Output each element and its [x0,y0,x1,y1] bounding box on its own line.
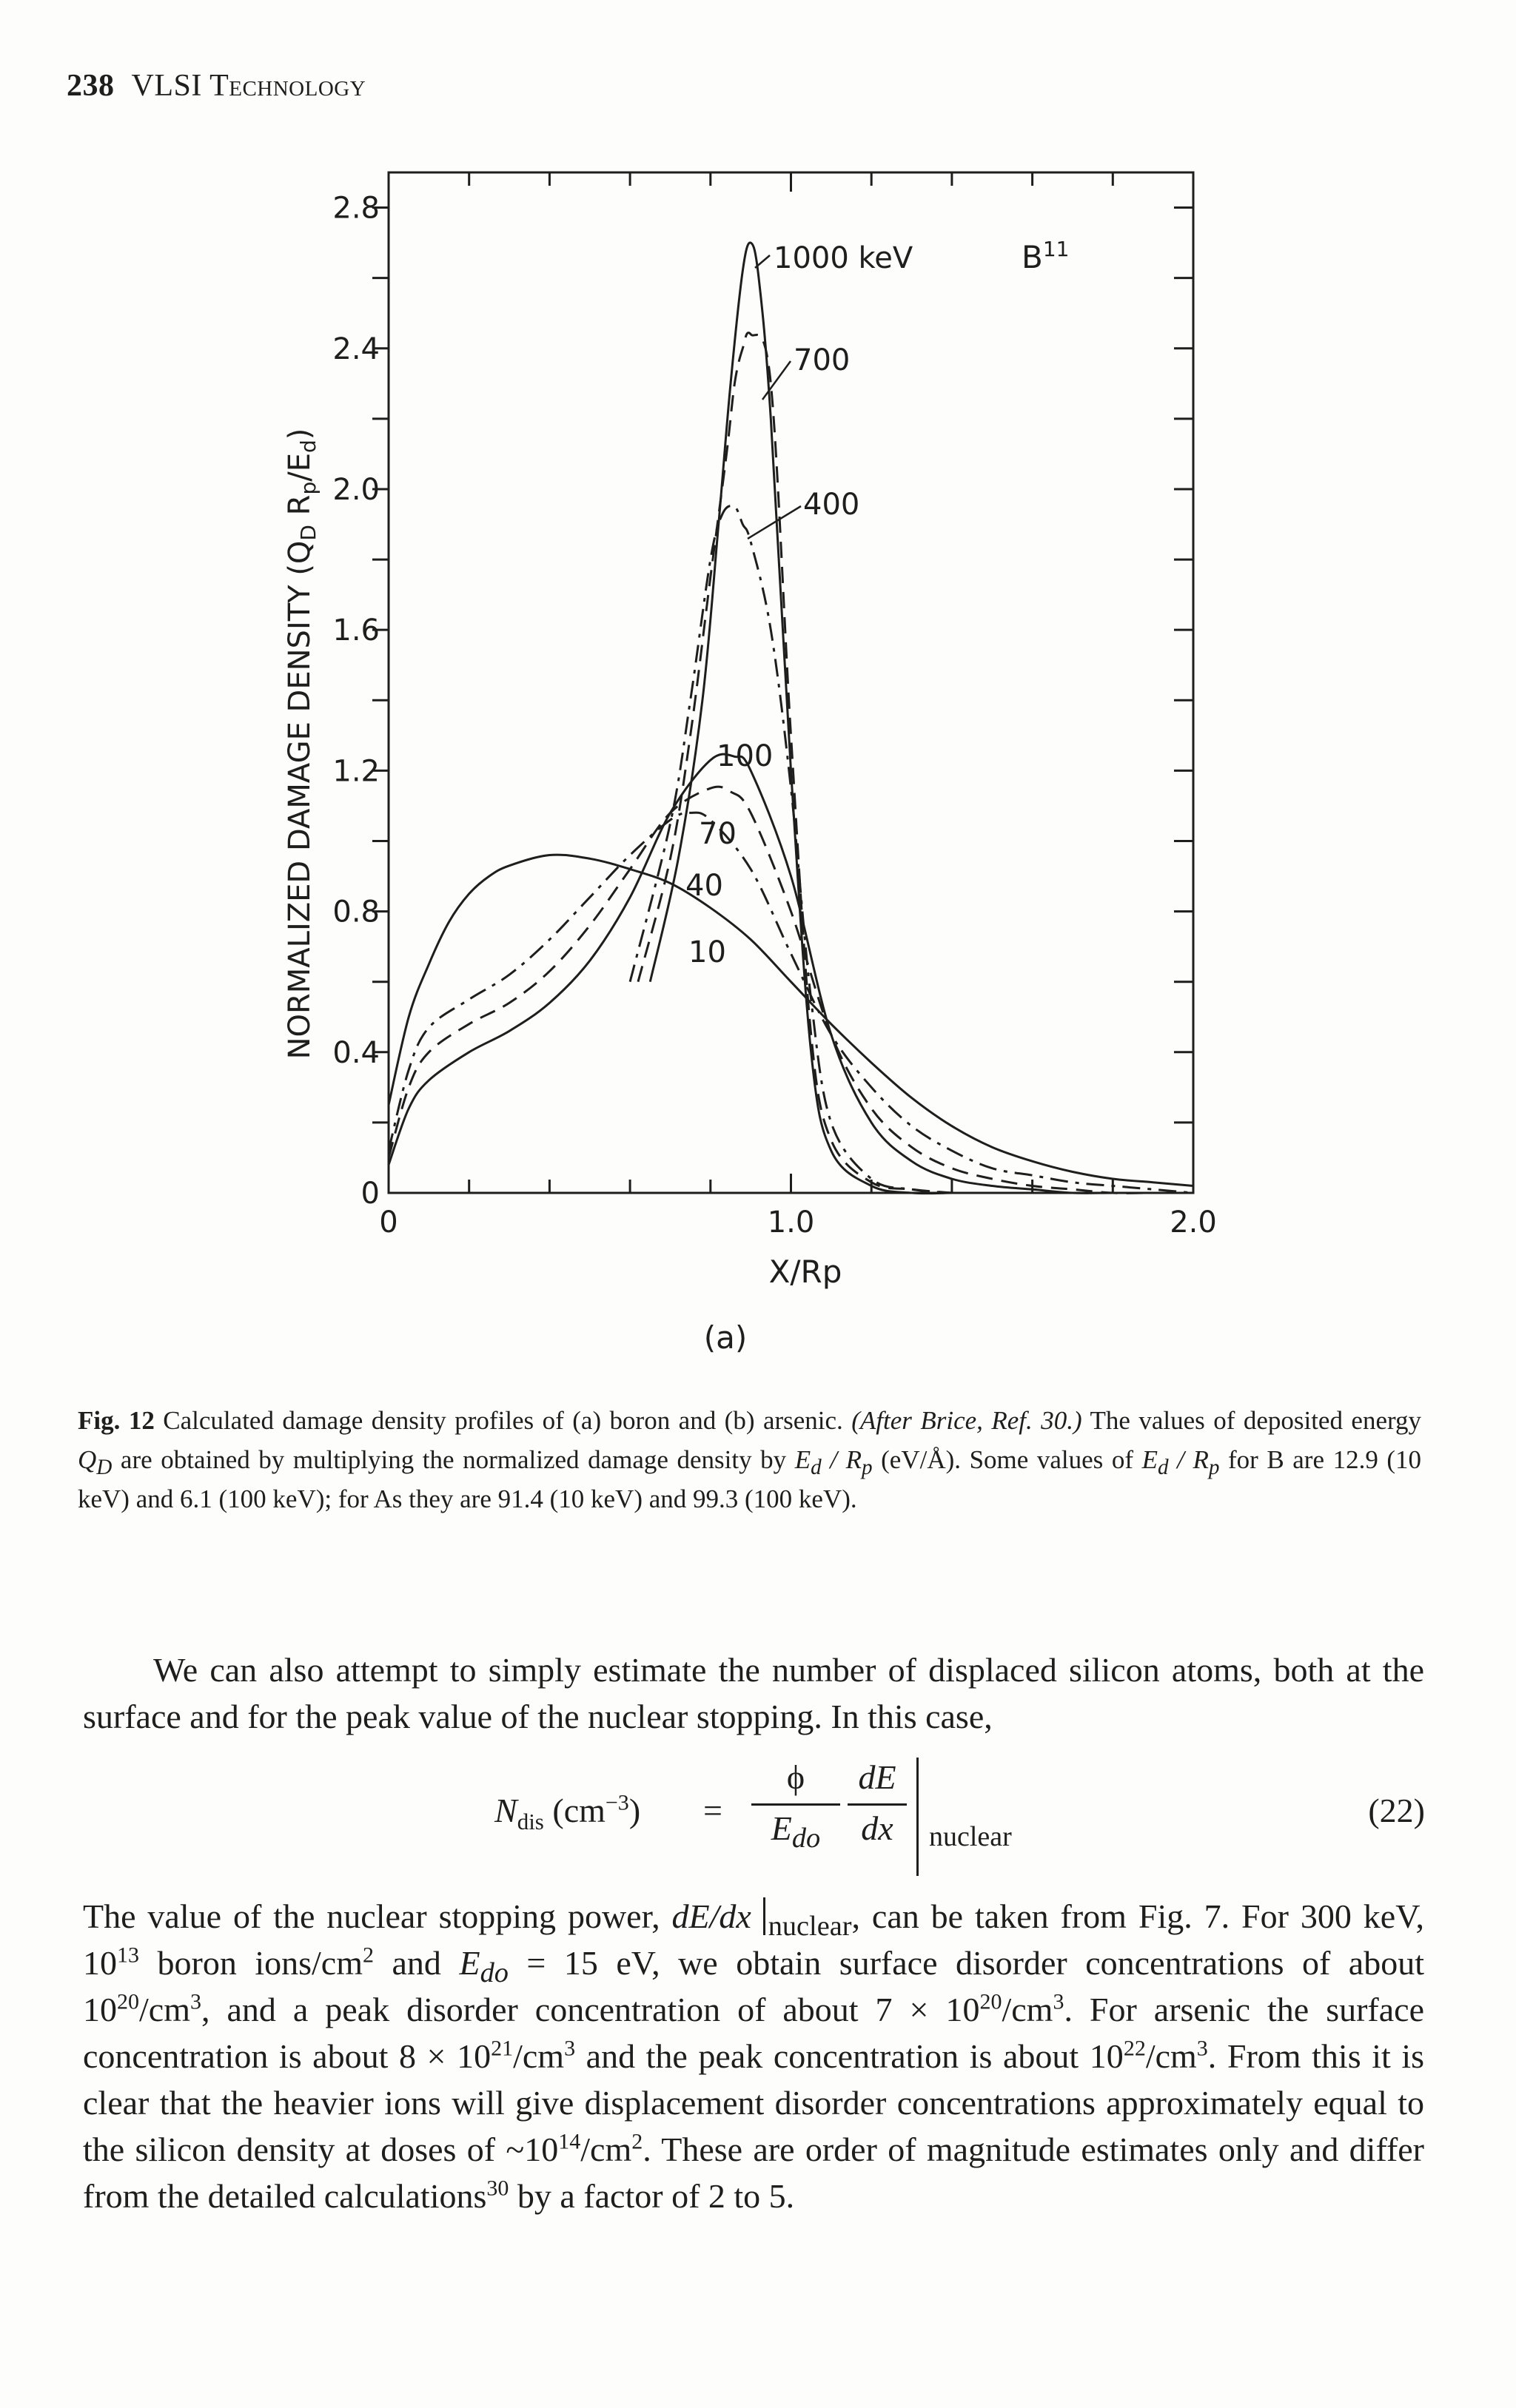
equation-22: $N_{dis}$ $(cm^{-3})$ = ϕ $E_{do}$ dE dx nuclear (22) [489,1758,1429,1880]
equation-number: (22) [1368,1792,1425,1829]
caption-attribution: (After Brice, Ref. 30.) [851,1406,1082,1435]
running-title: VLSI Technology [131,69,366,103]
plot-frame [389,172,1193,1193]
equation-lhs: $N_{dis}$ $(cm^{-3})$ [494,1790,641,1835]
y-axis-label: NORMALIZED DAMAGE DENSITY ($Q_D$ $R_p/E_d$) [283,428,321,1060]
caption-label: Fig. 12 [78,1406,155,1435]
x-tick-label: 0 [379,1205,398,1240]
y-tick-label: 2.4 [332,332,380,366]
x-tick-label: 2.0 [1170,1205,1217,1240]
curve-label-700: 700 [794,343,851,377]
curve-label-70: 70 [699,817,737,851]
body-paragraph-2: The value of the nuclear stopping power, dE/dx $_{nuclear}$, can be taken from Fig. 7. For 300 keV, $10^{13}$ boron ions/$cm^2$ and $E_{do} = 15$ eV, we obtain surface disorder concentrations of about $10^{20}/cm^3$, and a peak disorder concentration of about $7 \times 10^{20}/cm^3$. For arsenic the surface concentration is about $8 \times 10^{21}/cm^3$ and the peak concentration is about $10^{22}/cm^3$. From this it is clear that the heavier ions will give displacement disorder concentrations approximately equal to the silicon density at doses of $\sim 10^{14}/cm^2$. These are order of magnitude estimates only and differ from the detailed calculations$^{30}$ by a factor of 2 to 5. [83,1897,1425,2215]
series-line-1000 [650,243,952,1194]
y-tick-label: 1.6 [332,613,380,648]
figure-caption: Fig. 12 Calculated damage density profiles of (a) boron and (b) arsenic. (After Brice, Ref. 30.) The values of deposited energy $Q_D$ are obtained by multiplying the normalized damage density by $E_d / R_p$ (eV/Å). Some values of $E_d / R_p$ for B are 12.9 (10 keV) and 6.1 (100 keV); for As they are 91.4 (10 keV) and 99.3 (100 keV). [78,1406,1422,1513]
y-tick-label: 1.2 [332,754,380,789]
tick-labels [332,192,1216,1240]
evaluation-bar [916,1758,919,1876]
page-number: 238 [67,69,115,103]
y-tick-label: 2.0 [332,472,380,507]
series-line-10 [389,855,1193,1185]
body-paragraph-1: We can also attempt to simply estimate the number of displaced silicon atoms, both at the surface and for the peak value of the nuclear stopping. In this case, [83,1651,1424,1735]
x-axis-label: X/Rp [768,1254,842,1290]
curve-label-10: 10 [688,935,726,969]
x-tick-label: 1.0 [767,1205,815,1240]
curve-label-1000: 1000 keV [774,241,913,275]
curve-label-100: 100 [717,739,774,773]
y-tick-label: 0.8 [332,895,380,929]
curve-label-40: 40 [685,869,723,903]
y-tick-label: 2.8 [332,191,380,226]
fraction-de-dx: dE dx [848,1758,907,1848]
series-line-700 [638,333,952,1193]
panel-label: (a) [703,1319,748,1356]
curve-label-400: 400 [803,488,860,522]
plot-border [389,172,1193,1193]
element-label: $B^{11}$ [1022,237,1070,275]
fraction-phi-over-edo: ϕ $E_{do}$ [751,1758,840,1848]
curve-label-leader [748,506,801,539]
axis-ticks [372,172,1193,1193]
y-tick-label: 0 [360,1177,380,1211]
y-tick-label: 0.4 [332,1035,380,1070]
series-lines [389,243,1193,1194]
curve-labels [685,241,913,969]
series-line-70 [389,787,1193,1193]
